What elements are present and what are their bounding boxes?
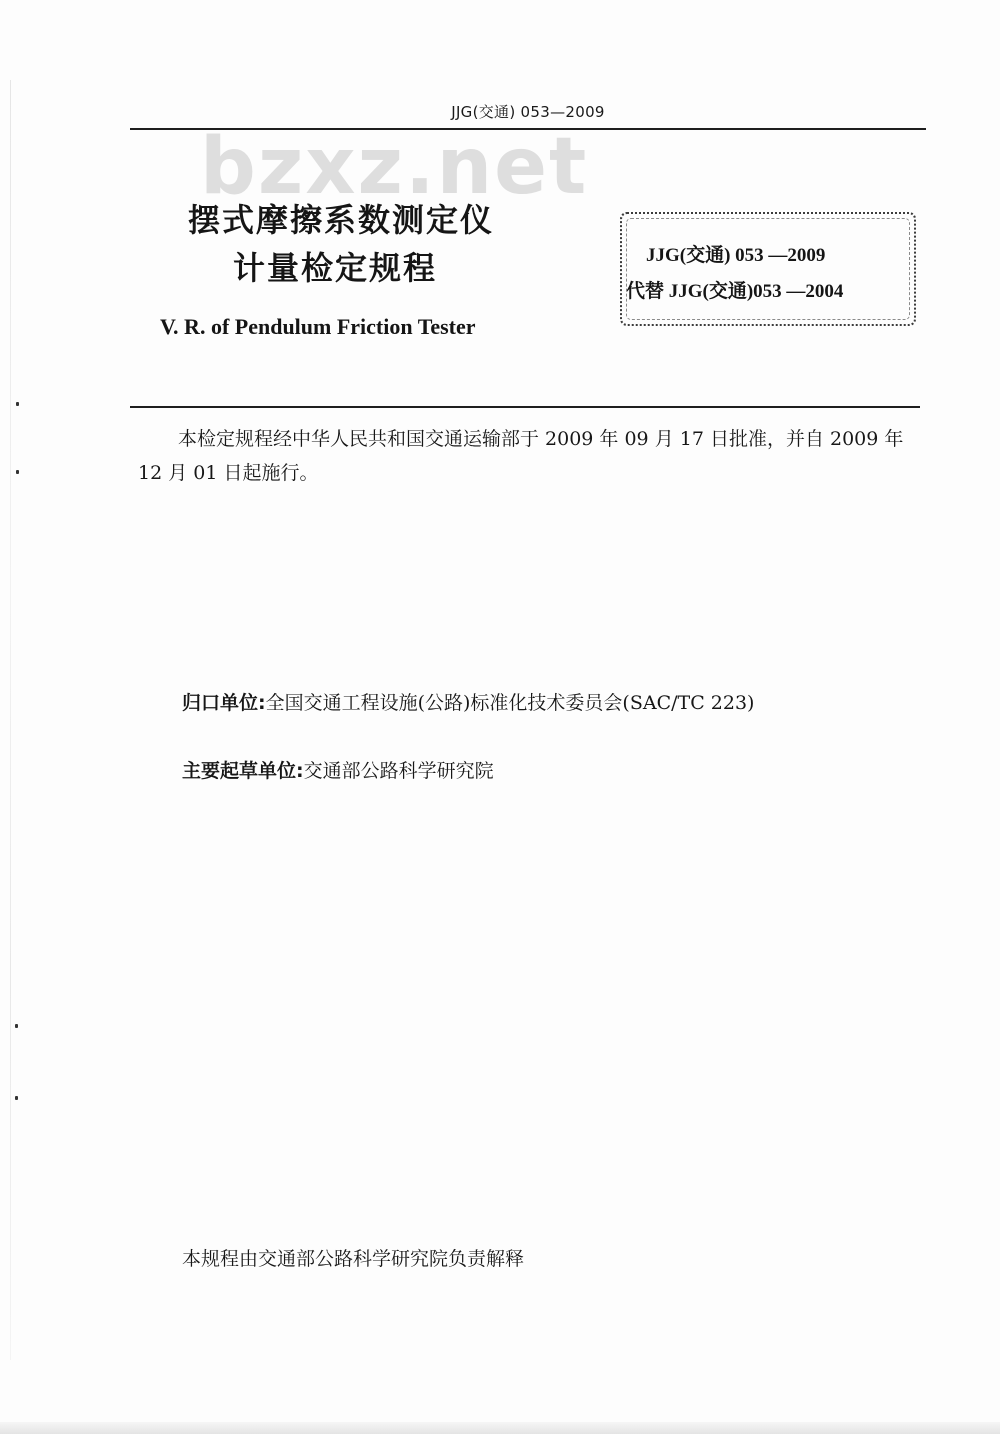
scan-edge-bottom	[0, 1422, 1000, 1434]
scan-edge-left	[10, 80, 11, 1360]
drafting-unit	[182, 756, 494, 783]
title-line-1: 摆式摩擦系数测定仪	[188, 201, 495, 239]
section-rule	[130, 406, 920, 408]
drafting-unit-value: 交通部公路科学研究院	[303, 760, 494, 782]
approval-text: 本检定规程经中华人民共和国交通运输部于 2009 年 09 月 17 日批准，并自 2009 年 12 月 01 日起施行。	[138, 428, 904, 484]
watermark: bzxz.net	[200, 122, 589, 212]
responsible-unit	[182, 688, 754, 715]
interpretation-note: 本规程由交通部公路科学研究院负责解释	[182, 1248, 525, 1270]
standard-code-box	[620, 212, 916, 326]
scan-dot	[16, 402, 19, 406]
responsible-unit-label: 归口单位:	[182, 692, 266, 714]
scan-dot	[15, 1096, 18, 1100]
scan-dot	[15, 1024, 18, 1028]
replaced-standard-code: 代替 JJG(交通)053 —2004	[626, 281, 844, 302]
scan-dot	[16, 470, 19, 474]
drafting-unit-label: 主要起草单位:	[182, 760, 304, 782]
standard-code: JJG(交通) 053 —2009	[646, 245, 826, 266]
title-line-2: 计量检定规程	[233, 249, 438, 287]
running-header: JJG(交通) 053—2009	[451, 103, 605, 121]
document-title	[188, 196, 518, 292]
responsible-unit-value: 全国交通工程设施(公路)标准化技术委员会(SAC/TC 223)	[265, 692, 755, 714]
approval-statement	[138, 422, 928, 490]
english-title: V. R. of Pendulum Friction Tester	[160, 314, 476, 339]
